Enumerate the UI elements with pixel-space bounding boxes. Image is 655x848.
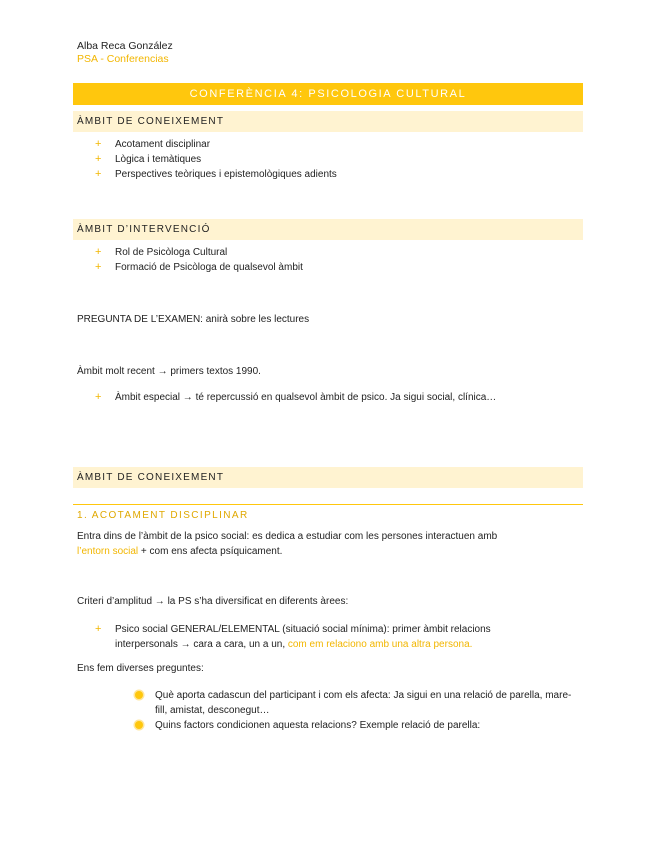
questions-list (155, 688, 577, 733)
author-name: Alba Reca González (77, 40, 173, 52)
list-item: + Formació de Psicòloga de qualsevol àmbit (95, 261, 303, 273)
section-heading-coneixement-2: ÀMBIT DE CONEIXEMENT (73, 467, 583, 488)
plus-bullet-icon: + (95, 168, 102, 180)
exam-note: PREGUNTA DE L’EXAMEN: anirà sobre les lectures (77, 314, 310, 325)
plus-bullet-icon: + (95, 138, 102, 150)
list-item: + Rol de Psicòloga Cultural (95, 246, 228, 258)
section-heading-intervencio: ÀMBIT D’INTERVENCIÓ (73, 219, 583, 240)
questions-intro: Ens fem diverses preguntes: (77, 663, 204, 674)
intro-paragraph: Entra dins de l’àmbit de la psico social: es dedica a estudiar com les persones interactuen amb l’entorn social + com ens afecta psíquicament. (77, 531, 498, 557)
highlight-text: com em relaciono amb una altra persona. (287, 639, 473, 650)
list-item: + Lògica i temàtiques (95, 153, 202, 165)
course-name: PSA - Conferencias (77, 53, 169, 65)
list-item: + Acotament disciplinar (95, 138, 211, 150)
intervencio-list (95, 245, 303, 275)
highlight-text: l’entorn social (77, 546, 139, 557)
subsection-heading: 1. ACOTAMENT DISCIPLINAR (77, 510, 249, 521)
divider (73, 504, 583, 505)
plus-bullet-icon: + (95, 153, 102, 165)
psico-list (95, 622, 577, 652)
list-item: + Àmbit especial → té repercussió en qualsevol àmbit de psico. Ja sigui social, clínica… (95, 391, 497, 403)
circle-bullet-icon (135, 721, 143, 729)
circle-bullet-icon (135, 691, 143, 699)
section-heading-coneixement: ÀMBIT DE CONEIXEMENT (73, 111, 583, 132)
list-item: + Perspectives teòriques i epistemològiques adients (95, 168, 337, 180)
list-item: Què aporta cadascun del participant i com els afecta: Ja sigui en una relació de parella, mare-fill, amistat, desconegut… (155, 688, 577, 718)
list-item: + Psico social GENERAL/ELEMENTAL (situació social mínima): primer àmbit relacions interpersonals → cara a cara, un a un, com em relaciono amb una altra persona. (95, 623, 491, 650)
plus-bullet-icon: + (95, 246, 102, 258)
criteri-text: Criteri d’amplitud → la PS s’ha diversificat en diferents àrees: (77, 596, 349, 607)
plus-bullet-icon: + (95, 261, 102, 273)
plus-bullet-icon: + (95, 391, 102, 403)
plus-bullet-icon: + (95, 623, 102, 635)
coneixement-list (95, 137, 337, 182)
page-title: CONFERÈNCIA 4: PSICOLOGIA CULTURAL (73, 83, 583, 105)
list-item: Quins factors condicionen aquesta relacions? Exemple relació de parella: (155, 718, 577, 733)
recent-note: Àmbit molt recent → primers textos 1990. (77, 366, 261, 377)
recent-list (95, 390, 497, 405)
